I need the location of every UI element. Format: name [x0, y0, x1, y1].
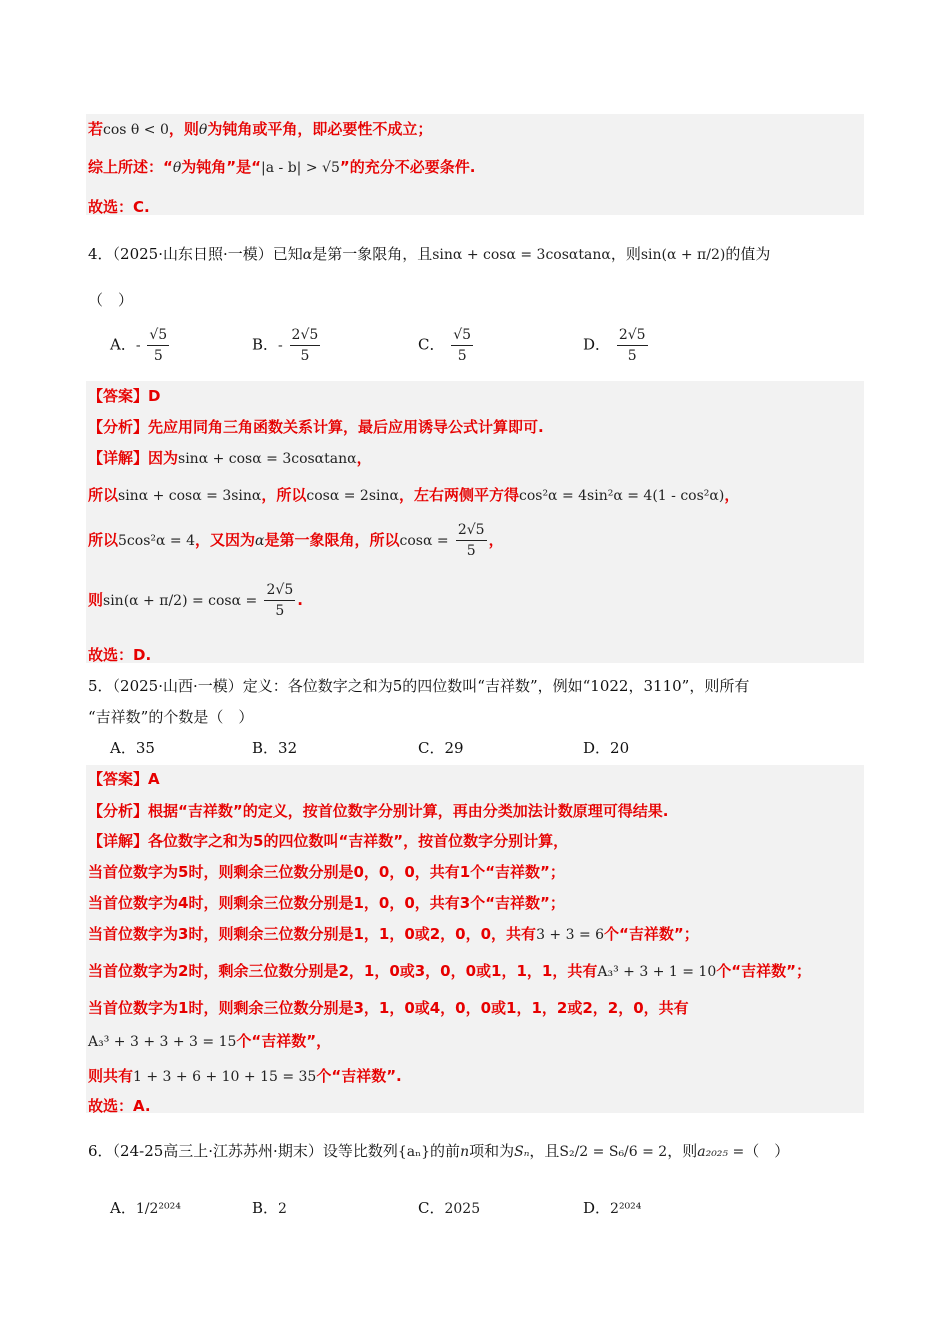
- q4-detail-2: 所以sinα + cosα = 3sinα，所以cosα = 2sinα，左右两侧平方得cos²α = 4sin²α = 4(1 - cos²α)，: [88, 486, 740, 504]
- q5-detail-8: 则共有1 + 3 + 6 + 10 + 15 = 35个“吉祥数”.: [88, 1067, 402, 1085]
- q4-answer: 【答案】D: [88, 387, 161, 405]
- q5-detail-2: 当首位数字为5时，则剩余三位数分别是0，0，0，共有1个“吉祥数”；: [88, 863, 565, 881]
- q4-stem: 4．（2025·山东日照·一模）已知α是第一象限角，且sinα + cosα = 3cosαtanα，则sin(α + π/2)的值为: [88, 245, 771, 263]
- q5-option-a[interactable]: A．35: [110, 739, 155, 757]
- q5-stem: 5．（2025·山西·一模）定义：各位数字之和为5的四位数叫“吉祥数”，例如“1022，3110”，则所有: [88, 677, 750, 695]
- q5-analysis: 【分析】根据“吉祥数”的定义，按首位数字分别计算，再由分类加法计数原理可得结果.: [88, 802, 669, 820]
- q5-detail-1: 【详解】各位数字之和为5的四位数叫“吉祥数”，按首位数字分别计算，: [88, 832, 569, 850]
- q5-answer: 【答案】A: [88, 770, 160, 788]
- q4-final: 故选：D.: [88, 646, 152, 664]
- q4-analysis: 【分析】先应用同角三角函数关系计算，最后应用诱导公式计算即可.: [88, 418, 544, 436]
- q5-detail-7: A₃³ + 3 + 3 + 3 = 15个“吉祥数”，: [88, 1032, 332, 1050]
- prev-solution-line-2: 综上所述：“θ为钝角”是“|a - b| > √5”的充分不必要条件.: [88, 158, 476, 176]
- q4-option-c[interactable]: C． $\frac{√5}{5}$: [418, 327, 472, 364]
- prev-solution-line-1: 若cos θ < 0，则θ为钝角或平角，即必要性不成立；: [88, 120, 433, 138]
- q6-option-a[interactable]: A．1/2²⁰²⁴: [110, 1199, 181, 1217]
- q4-option-a[interactable]: A．- $\frac{√5}{5}$: [110, 327, 168, 364]
- q4-detail-4: 则sin(α + π/2) = cosα = $\frac{2√5}{5}$ .: [88, 582, 303, 619]
- q5-stem-2: “吉祥数”的个数是（ ）: [88, 708, 254, 726]
- q4-blank: （ ）: [88, 291, 134, 309]
- q5-option-d[interactable]: D．20: [583, 739, 630, 757]
- q4-detail-1: 【详解】因为sinα + cosα = 3cosαtanα，: [88, 449, 372, 467]
- q5-detail-6: 当首位数字为1时，则剩余三位数分别是3，1，0或4，0，0或1，1，2或2，2，0，共有: [88, 999, 689, 1017]
- q6-option-d[interactable]: D．2²⁰²⁴: [583, 1199, 642, 1217]
- prev-solution-choice: 故选：C.: [88, 198, 150, 216]
- q4-option-b[interactable]: B．- $\frac{2√5}{5}$: [252, 327, 319, 364]
- q5-final: 故选：A.: [88, 1097, 151, 1115]
- q5-option-c[interactable]: C．29: [418, 739, 464, 757]
- q4-detail-3: 所以5cos²α = 4，又因为α是第一象限角，所以cosα = $\frac{2√5}{5}$ ，: [88, 522, 504, 559]
- q5-option-b[interactable]: B．32: [252, 739, 298, 757]
- q6-option-b[interactable]: B．2: [252, 1199, 287, 1217]
- q5-detail-3: 当首位数字为4时，则剩余三位数分别是1，0，0，共有3个“吉祥数”；: [88, 894, 565, 912]
- q6-stem: 6．（24-25高三上·江苏苏州·期末）设等比数列{aₙ}的前n项和为Sₙ，且S₂/2 = S₆/6 = 2，则a₂₀₂₅ =（ ）: [88, 1142, 790, 1160]
- q5-detail-5: 当首位数字为2时，剩余三位数分别是2，1，0或3，0，0或1，1，1，共有A₃³ + 3 + 1 = 10个“吉祥数”；: [88, 962, 811, 980]
- q6-option-c[interactable]: C．2025: [418, 1199, 481, 1217]
- q4-option-d[interactable]: D． $\frac{2√5}{5}$: [583, 327, 646, 364]
- q5-detail-4: 当首位数字为3时，则剩余三位数分别是1，1，0或2，0，0，共有3 + 3 = 6个“吉祥数”；: [88, 925, 699, 943]
